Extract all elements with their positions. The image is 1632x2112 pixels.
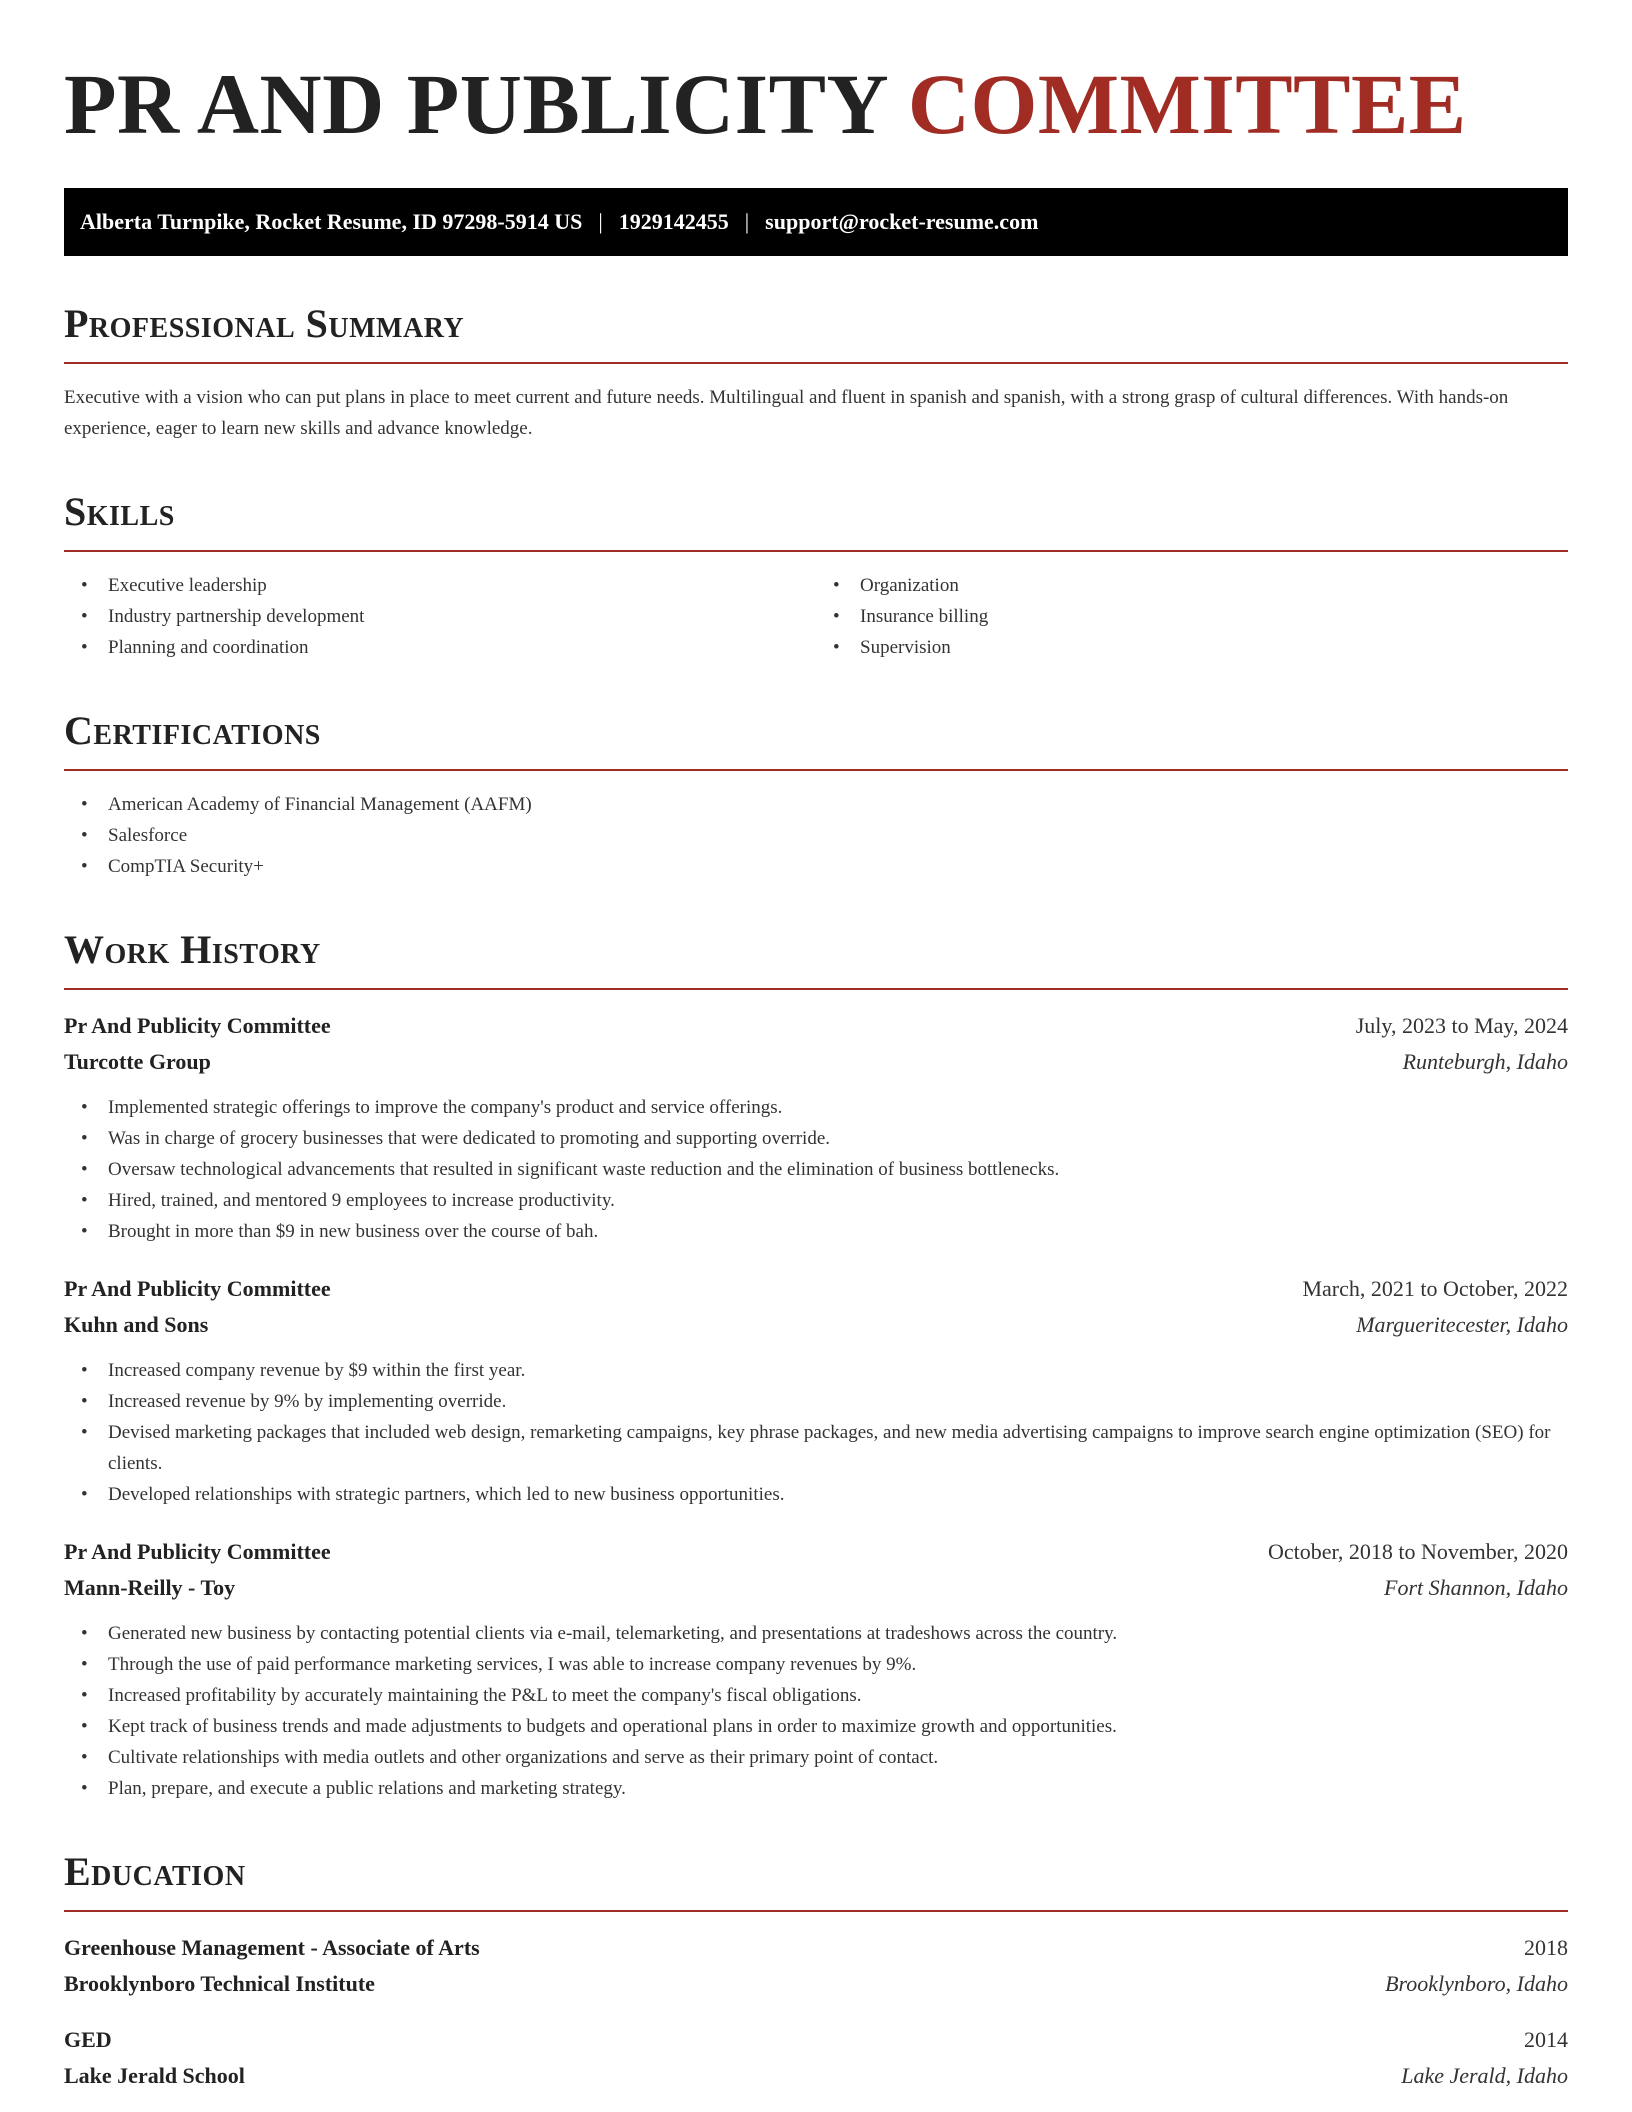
- job-entry: [64, 1008, 1568, 1247]
- skills-grid: [64, 570, 1568, 663]
- job-bullet: • Through the use of paid performance marketing services, I was able to increase company revenues by 9%.: [64, 1649, 1568, 1680]
- job-bullets: [64, 1092, 1568, 1247]
- education-heading: Education: [64, 1849, 246, 1894]
- certifications-list: [64, 789, 1568, 882]
- job-company: Mann-Reilly - Toy: [64, 1575, 236, 1600]
- education-year: 2018: [1524, 1935, 1568, 1960]
- job-bullet: • Implemented strategic offerings to improve the company's product and service offerings.: [64, 1092, 1568, 1123]
- contact-email: support@rocket-resume.com: [765, 209, 1039, 234]
- education-school-row: [64, 2058, 1568, 2094]
- job-bullet: • Hired, trained, and mentored 9 employees to increase productivity.: [64, 1185, 1568, 1216]
- section-divider: [64, 1910, 1568, 1912]
- job-bullet: • Increased company revenue by $9 within the first year.: [64, 1355, 1568, 1386]
- job-bullet: • Increased profitability by accurately maintaining the P&L to meet the company's fiscal obligations.: [64, 1680, 1568, 1711]
- education-location: Lake Jerald, Idaho: [1401, 2063, 1568, 2088]
- job-company: Turcotte Group: [64, 1049, 211, 1074]
- education-degree: Greenhouse Management - Associate of Arts: [64, 1935, 480, 1960]
- summary-text: Executive with a vision who can put plans in place to meet current and future needs. Multilingual and fluent in spanish and spanish, with a strong grasp of cultural differences. With hands-on experience, eager to learn new skills and advance knowledge.: [64, 387, 1509, 439]
- work-history-heading: Work History: [64, 927, 321, 972]
- education-school: Lake Jerald School: [64, 2063, 245, 2088]
- education-school-row: [64, 1966, 1568, 2002]
- job-company-row: [64, 1570, 1568, 1606]
- education-entry: [64, 1930, 1568, 2002]
- skill-item: • Planning and coordination: [64, 632, 816, 663]
- job-header-row: [64, 1271, 1568, 1307]
- education-section: [64, 1848, 1568, 2094]
- education-header-row: [64, 1930, 1568, 1966]
- education-year: 2014: [1524, 2027, 1568, 2052]
- skill-item: • Executive leadership: [64, 570, 816, 601]
- job-bullet: • Generated new business by contacting potential clients via e-mail, telemarketing, and presentations at tradeshows across the country.: [64, 1618, 1568, 1649]
- job-bullet: • Kept track of business trends and made adjustments to budgets and operational plans in order to maximize growth and opportunities.: [64, 1711, 1568, 1742]
- job-header-row: [64, 1008, 1568, 1044]
- skills-heading: Skills: [64, 489, 175, 534]
- job-dates: July, 2023 to May, 2024: [1355, 1013, 1568, 1038]
- contact-separator: |: [598, 209, 603, 234]
- job-bullet: • Brought in more than $9 in new business over the course of bah.: [64, 1216, 1568, 1247]
- skills-section: [64, 488, 1568, 663]
- skills-list-right: [816, 570, 1568, 663]
- skill-item: • Insurance billing: [816, 601, 1568, 632]
- job-title: Pr And Publicity Committee: [64, 1013, 331, 1038]
- certification-item: • American Academy of Financial Management (AAFM): [64, 789, 1568, 820]
- job-bullet: • Oversaw technological advancements that resulted in significant waste reduction and the elimination of business bottlenecks.: [64, 1154, 1568, 1185]
- title-main: PR AND PUBLICITY: [64, 56, 886, 152]
- job-location: Margueritecester, Idaho: [1356, 1312, 1568, 1337]
- job-dates: March, 2021 to October, 2022: [1302, 1276, 1568, 1301]
- job-bullet: • Increased revenue by 9% by implementing override.: [64, 1386, 1568, 1417]
- section-divider: [64, 988, 1568, 990]
- job-bullet: • Was in charge of grocery businesses that were dedicated to promoting and supporting override.: [64, 1123, 1568, 1154]
- skill-item: • Organization: [816, 570, 1568, 601]
- education-school: Brooklynboro Technical Institute: [64, 1971, 375, 1996]
- contact-address: Alberta Turnpike, Rocket Resume, ID 97298-5914 US: [80, 209, 583, 234]
- page-title: [64, 58, 1568, 150]
- section-divider: [64, 362, 1568, 364]
- certification-item: • Salesforce: [64, 820, 1568, 851]
- contact-separator: |: [744, 209, 750, 234]
- job-bullets: [64, 1355, 1568, 1510]
- job-dates: October, 2018 to November, 2020: [1267, 1539, 1568, 1564]
- section-divider: [64, 550, 1568, 552]
- education-entry: [64, 2022, 1568, 2094]
- job-bullets: [64, 1618, 1568, 1804]
- job-bullet: • Cultivate relationships with media outlets and other organizations and serve as their primary point of contact.: [64, 1742, 1568, 1773]
- job-location: Runteburgh, Idaho: [1402, 1049, 1568, 1074]
- job-bullet: • Devised marketing packages that included web design, remarketing campaigns, key phrase packages, and new media advertising campaigns to improve search engine optimization (SEO) for clients.: [64, 1417, 1568, 1479]
- section-divider: [64, 769, 1568, 771]
- skill-item: • Supervision: [816, 632, 1568, 663]
- job-company-row: [64, 1044, 1568, 1080]
- contact-phone: 1929142455: [618, 209, 729, 234]
- job-entry: [64, 1534, 1568, 1804]
- summary-section: [64, 300, 1568, 444]
- education-header-row: [64, 2022, 1568, 2058]
- job-entry: [64, 1271, 1568, 1510]
- job-bullet: • Plan, prepare, and execute a public relations and marketing strategy.: [64, 1773, 1568, 1804]
- job-company-row: [64, 1307, 1568, 1343]
- certification-item: • CompTIA Security+: [64, 851, 1568, 882]
- certifications-section: [64, 707, 1568, 882]
- job-location: Fort Shannon, Idaho: [1384, 1575, 1568, 1600]
- summary-heading: Professional Summary: [64, 301, 465, 346]
- title-accent: COMMITTEE: [907, 56, 1467, 152]
- job-title: Pr And Publicity Committee: [64, 1539, 331, 1564]
- education-location: Brooklynboro, Idaho: [1385, 1971, 1568, 1996]
- job-header-row: [64, 1534, 1568, 1570]
- work-history-section: [64, 926, 1568, 1804]
- job-title: Pr And Publicity Committee: [64, 1276, 331, 1301]
- certifications-heading: Certifications: [64, 708, 321, 753]
- skill-item: • Industry partnership development: [64, 601, 816, 632]
- skills-list-left: [64, 570, 816, 663]
- job-company: Kuhn and Sons: [64, 1312, 209, 1337]
- education-degree: GED: [64, 2027, 112, 2052]
- job-bullet: • Developed relationships with strategic partners, which led to new business opportunities.: [64, 1479, 1568, 1510]
- contact-bar: [64, 188, 1568, 256]
